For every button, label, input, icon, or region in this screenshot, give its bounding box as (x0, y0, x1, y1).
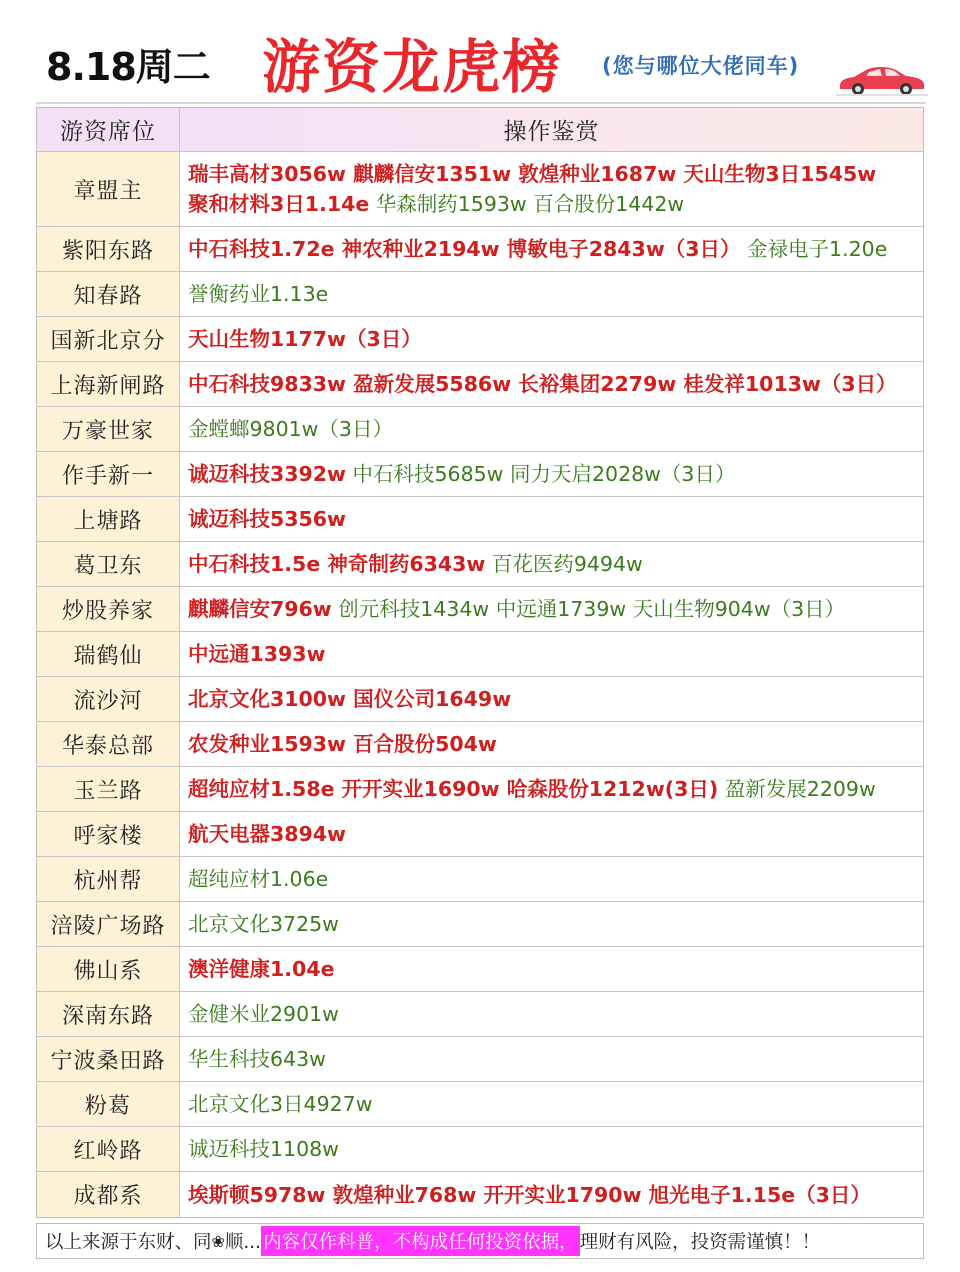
stock-trade: 北京文化3725w (188, 912, 339, 936)
column-header-seat: 游资席位 (37, 108, 180, 151)
operations-line (188, 414, 917, 444)
stock-trade: 中石科技9833w (188, 372, 346, 396)
stock-trade: 北京文化3日4927w (188, 1092, 373, 1116)
operations-cell (180, 767, 923, 811)
column-header-ops: 操作鉴赏 (180, 108, 923, 151)
table-row (37, 902, 923, 947)
seat-name: 流沙河 (37, 677, 180, 721)
stock-trade: 誉衡药业1.13e (188, 282, 329, 306)
seat-name: 上海新闸路 (37, 362, 180, 406)
table-row (37, 587, 923, 632)
seat-name: 佛山系 (37, 947, 180, 991)
operations-line (188, 504, 917, 534)
flower-icon: ❀ (211, 1231, 225, 1251)
seat-name: 红岭路 (37, 1127, 180, 1171)
operations-cell (180, 722, 923, 766)
operations-line (188, 1134, 917, 1164)
operations-line (188, 549, 917, 579)
stock-trade: 百合股份1442w (526, 192, 685, 216)
seat-name: 杭州帮 (37, 857, 180, 901)
operations-line (188, 819, 917, 849)
operations-cell (180, 632, 923, 676)
table-row (37, 452, 923, 497)
footer-highlight: 内容仅作科普，不构成任何投资依据， (261, 1226, 580, 1256)
stock-trade: 中石科技5685w (346, 462, 504, 486)
table-row (37, 497, 923, 542)
operations-line (188, 684, 917, 714)
table-row (37, 227, 923, 272)
stock-trade: 盈新发展2209w (718, 777, 876, 801)
operations-cell (180, 497, 923, 541)
operations-cell (180, 812, 923, 856)
page-title: 游资龙虎榜 (262, 33, 563, 101)
stock-trade: 金健米业2901w (188, 1002, 339, 1026)
operations-cell (180, 677, 923, 721)
seat-name: 炒股养家 (37, 587, 180, 631)
seat-name: 上塘路 (37, 497, 180, 541)
stock-trade: 中石科技1.5e (188, 552, 321, 576)
seat-name: 章盟主 (37, 152, 180, 226)
stock-trade: 超纯应材1.58e (188, 777, 335, 801)
operations-line (188, 729, 917, 759)
stock-trade: 旭光电子1.15e（3日） (641, 1182, 871, 1207)
table-row (37, 992, 923, 1037)
stock-trade: 麒麟信安1351w (346, 162, 512, 186)
table-row (37, 677, 923, 722)
seat-name: 万豪世家 (37, 407, 180, 451)
operations-line (188, 324, 917, 354)
seat-name: 知春路 (37, 272, 180, 316)
table-row (37, 407, 923, 452)
operations-line (188, 159, 917, 189)
table-header-row (37, 108, 923, 152)
stock-trade: 天山生物904w（3日） (626, 597, 846, 621)
disclaimer-footer (36, 1223, 924, 1259)
operations-line (188, 909, 917, 939)
operations-line (188, 1044, 917, 1074)
operations-cell (180, 857, 923, 901)
seat-name: 玉兰路 (37, 767, 180, 811)
stock-trade: 神奇制药6343w (320, 552, 486, 576)
stock-trade: 神农种业2194w (334, 237, 500, 261)
footer-source-end: 顺... (224, 1232, 262, 1253)
operations-line (188, 774, 917, 804)
car-icon (836, 62, 928, 96)
operations-line (188, 954, 917, 984)
seat-name: 呼家楼 (37, 812, 180, 856)
operations-line (188, 1180, 917, 1210)
stock-trade: 中远通1393w (188, 642, 326, 666)
seat-name: 宁波桑田路 (37, 1037, 180, 1081)
footer-source: 以上来源于东财、同 (45, 1232, 212, 1253)
stock-trade: 中石科技1.72e (188, 237, 335, 261)
seat-name: 深南东路 (37, 992, 180, 1036)
operations-cell (180, 542, 923, 586)
stock-trade: 中远通1739w (489, 597, 627, 621)
operations-cell (180, 272, 923, 316)
operations-line (188, 1089, 917, 1119)
stock-trade: 同力天启2028w（3日） (503, 462, 736, 486)
date-label: 8.18周二 (46, 45, 210, 89)
seat-name: 华泰总部 (37, 722, 180, 766)
table-row (37, 632, 923, 677)
operations-cell (180, 407, 923, 451)
stock-trade: 诚迈科技3392w (188, 462, 346, 486)
stock-trade: 诚迈科技5356w (188, 507, 346, 531)
operations-line (188, 234, 917, 264)
operations-line (188, 999, 917, 1029)
stock-trade: 百合股份504w (346, 732, 497, 756)
table-row (37, 947, 923, 992)
stock-trade: 华生科技643w (188, 1047, 326, 1071)
subtitle: (您与哪位大佬同车) (602, 54, 800, 78)
stock-trade: 创元科技1434w (331, 597, 490, 621)
table-row (37, 362, 923, 407)
operations-line (188, 279, 917, 309)
operations-cell (180, 1037, 923, 1081)
table-row (37, 767, 923, 812)
operations-cell (180, 902, 923, 946)
stock-trade: 瑞丰高材3056w (188, 162, 346, 186)
operations-cell (180, 1172, 923, 1217)
header (0, 0, 960, 100)
stock-trade: 天山生物3日1545w (676, 162, 877, 186)
table-row (37, 857, 923, 902)
table-row (37, 812, 923, 857)
stock-trade: 埃斯顿5978w (188, 1182, 326, 1207)
table-row (37, 542, 923, 587)
table-row (37, 1127, 923, 1172)
table-row (37, 152, 923, 227)
table-row (37, 317, 923, 362)
stock-trade: 金螳螂9801w（3日） (188, 417, 393, 441)
stock-trade: 航天电器3894w (188, 822, 346, 846)
stock-trade: 聚和材料3日1.14e (188, 192, 370, 216)
table-row (37, 1082, 923, 1127)
seat-name: 成都系 (37, 1172, 180, 1217)
stock-trade: 敦煌种业1687w (511, 162, 677, 186)
operations-cell (180, 362, 923, 406)
table-row (37, 1172, 923, 1217)
footer-risk: 理财有风险，投资需谨慎！！ (579, 1232, 821, 1253)
dragon-tiger-table (36, 107, 924, 1218)
operations-line (188, 594, 917, 624)
operations-cell (180, 992, 923, 1036)
operations-cell (180, 317, 923, 361)
seat-name: 作手新一 (37, 452, 180, 496)
stock-trade: 华森制药1593w (369, 192, 527, 216)
stock-trade: 农发种业1593w (188, 732, 346, 756)
stock-trade: 国仪公司1649w (346, 687, 512, 711)
seat-name: 瑞鹤仙 (37, 632, 180, 676)
operations-line (188, 639, 917, 669)
operations-cell (180, 152, 923, 226)
stock-trade: 麒麟信安796w (188, 597, 332, 621)
stock-trade: 百花医药9494w (485, 552, 643, 576)
stock-trade: 北京文化3100w (188, 687, 346, 711)
operations-cell (180, 452, 923, 496)
stock-trade: 诚迈科技1108w (188, 1137, 339, 1161)
seat-name: 国新北京分 (37, 317, 180, 361)
stock-trade: 敦煌种业768w (325, 1182, 477, 1207)
seat-name: 粉葛 (37, 1082, 180, 1126)
operations-line (188, 189, 917, 219)
operations-cell (180, 1127, 923, 1171)
seat-name: 葛卫东 (37, 542, 180, 586)
stock-trade: 金禄电子1.20e (740, 237, 888, 261)
stock-trade: 超纯应材1.06e (188, 867, 329, 891)
stock-trade: 开开实业1690w (334, 777, 500, 801)
operations-line (188, 369, 917, 399)
stock-trade: 天山生物1177w（3日） (188, 327, 422, 351)
operations-cell (180, 947, 923, 991)
operations-line (188, 864, 917, 894)
stock-trade: 哈森股份1212w(3日) (499, 777, 719, 801)
table-row (37, 1037, 923, 1082)
stock-trade: 长裕集团2279w (511, 372, 677, 396)
operations-line (188, 459, 917, 489)
table-row (37, 722, 923, 767)
stock-trade: 博敏电子2843w（3日） (499, 237, 741, 261)
stock-trade: 开开实业1790w (476, 1182, 642, 1207)
seat-name: 紫阳东路 (37, 227, 180, 271)
seat-name: 涪陵广场路 (37, 902, 180, 946)
stock-trade: 盈新发展5586w (346, 372, 512, 396)
table-row (37, 272, 923, 317)
divider (36, 102, 926, 104)
operations-cell (180, 587, 923, 631)
stock-trade: 澳洋健康1.04e (188, 957, 335, 981)
operations-cell (180, 227, 923, 271)
operations-cell (180, 1082, 923, 1126)
stock-trade: 桂发祥1013w（3日） (676, 372, 897, 396)
